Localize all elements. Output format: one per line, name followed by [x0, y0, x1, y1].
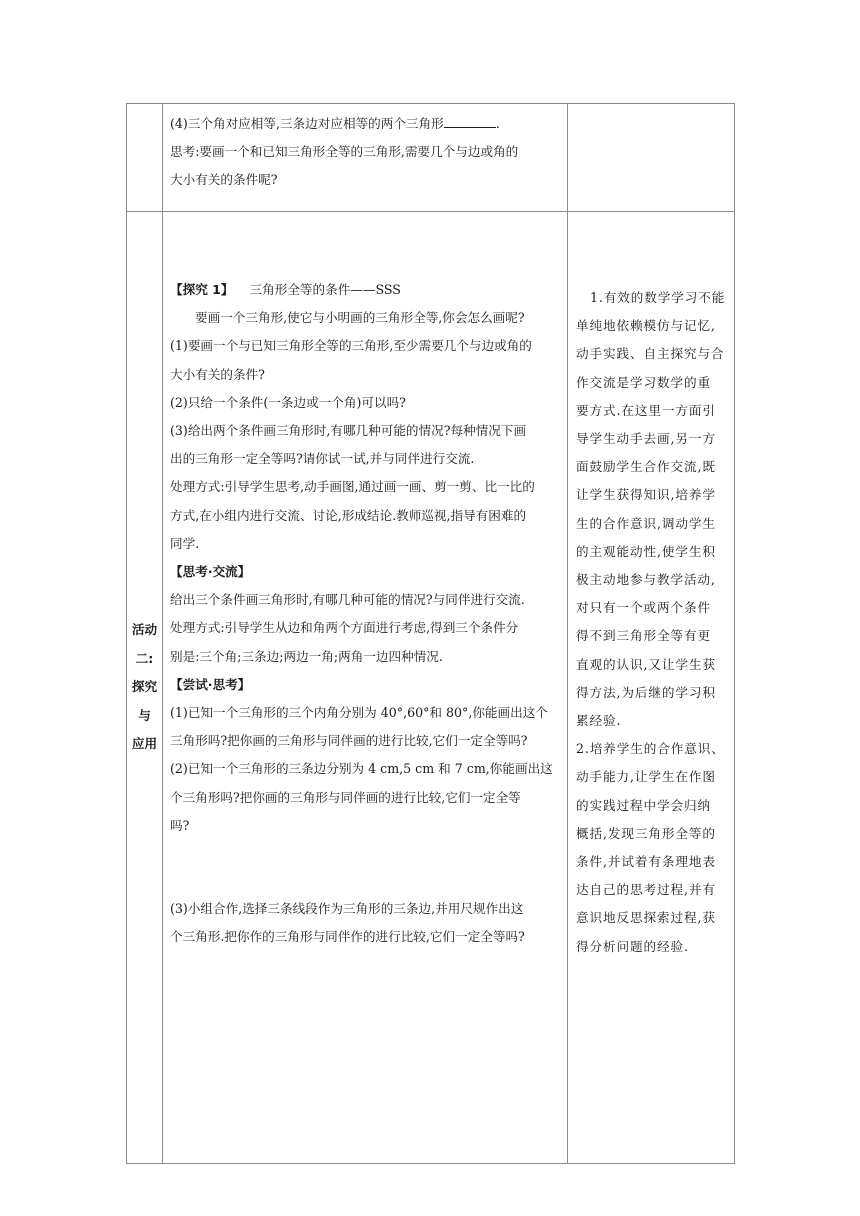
note-line: 1.有效的数学学习不能 [590, 290, 726, 305]
note-line: 对只有一个或两个条件 [576, 600, 711, 616]
note-line: 直观的认识,又让学生获 [576, 656, 716, 672]
think-line-1: 思考:要画一个和已知三角形全等的三角形,需要几个与边或角的 [170, 144, 519, 160]
activity-label-cell: 活动 二: 探究 与 应用 [127, 212, 163, 1164]
lesson-plan-table [126, 103, 735, 1164]
method-2b: 别是:三个角;三条边;两边一角;两角一边四种情况. [170, 648, 443, 664]
note-line: 达自己的思考过程,并有 [576, 882, 716, 898]
try-2a: (2)已知一个三角形的三条边分别为 4 cm,5 cm 和 7 cm,你能画出这 [170, 761, 553, 777]
note-line: 意识地反思探索过程,获 [576, 910, 716, 926]
think-question: 给出三个条件画三角形时,有哪几种可能的情况?与同伴进行交流. [170, 592, 525, 608]
note-line: 条件,并试着有条理地表 [576, 854, 716, 870]
think-line-2: 大小有关的条件呢? [170, 172, 278, 188]
note-line: 概括,发现三角形全等的 [576, 825, 716, 841]
explore-intro: 要画一个三角形,使它与小明画的三角形全等,你会怎么画呢? [195, 310, 525, 326]
note-line: 得分析问题的经验. [576, 938, 689, 954]
design-notes-cell [568, 212, 735, 1164]
note-line: 的实践过程中学会归纳 [576, 797, 711, 813]
method-1b: 方式,在小组内进行交流、讨论,形成结论.教师巡视,指导有困难的 [170, 507, 527, 523]
question-1b: 大小有关的条件? [170, 366, 265, 382]
note-line: 2.培养学生的合作意识、 [576, 741, 725, 757]
table-row-continuation [127, 104, 735, 212]
note-line: 生的合作意识,调动学生 [576, 515, 716, 531]
try-3a: (3)小组合作,选择三条线段作为三角形的三条边,并用尺规作出这 [170, 901, 524, 917]
note-line: 作交流是学习数学的重 [576, 374, 711, 390]
note-line: 得方法,为后继的学习积 [576, 684, 716, 700]
note-line: 面鼓励学生合作交流,既 [576, 459, 716, 475]
note-line: 让学生获得知识,培养学 [576, 487, 716, 503]
note-line: 导学生动手去画,另一方 [576, 431, 716, 447]
try-2b: 个三角形吗?把你画的三角形与同伴画的进行比较,它们一定全等 [170, 789, 521, 805]
spacer [170, 840, 561, 895]
answer-blank [444, 113, 496, 128]
table-row-activity-2 [127, 212, 735, 1164]
question-3b: 出的三角形一定全等吗?请你试一试,并与同伴进行交流. [170, 451, 475, 467]
try-3b: 个三角形.把你作的三角形与同伴作的进行比较,它们一定全等吗? [170, 929, 525, 945]
note-line: 要方式.在这里一方面引 [576, 402, 716, 418]
try-heading: 【尝试·思考】 [170, 676, 251, 692]
method-1a: 处理方式:引导学生思考,动手画图,通过画一画、剪一剪、比一比的 [170, 479, 535, 495]
content-cell-continuation [163, 104, 568, 212]
question-2: (2)只给一个条件(一条边或一个角)可以吗? [170, 394, 406, 410]
method-1c: 同学. [170, 535, 200, 551]
activity-content-cell [163, 212, 568, 1164]
try-1a: (1)已知一个三角形的三个内角分别为 40°,60°和 80°,你能画出这个 [170, 705, 548, 721]
note-line: 动手能力,让学生在作图 [576, 769, 716, 785]
note-line: 累经验. [576, 713, 622, 729]
explore-heading: 【探究 1】 三角形全等的条件——SSS [170, 282, 401, 297]
note-line: 极主动地参与教学活动, [576, 572, 716, 588]
try-2c: 吗? [170, 817, 190, 833]
try-1b: 三角形吗?把你画的三角形与同伴画的进行比较,它们一定全等吗? [170, 733, 528, 749]
question-1a: (1)要画一个与已知三角形全等的三角形,至少需要几个与边或角的 [170, 338, 532, 354]
think-heading: 【思考·交流】 [170, 564, 251, 580]
method-2a: 处理方式:引导学生从边和角两个方面进行考虑,得到三个条件分 [170, 620, 519, 636]
question-3a: (3)给出两个条件画三角形时,有哪几种可能的情况?每种情况下画 [170, 423, 527, 439]
note-line: 单纯地依赖模仿与记忆, [576, 318, 716, 334]
notes-cell-empty [568, 104, 735, 212]
note-line: 的主观能动性,使学生积 [576, 543, 716, 559]
note-line: 得不到三角形全等有更 [576, 628, 711, 644]
label-cell-empty [127, 104, 163, 212]
note-line: 动手实践、自主探究与合 [576, 346, 725, 362]
question-4-line: (4)三个角对应相等,三条边对应相等的两个三角形 . [170, 110, 561, 138]
